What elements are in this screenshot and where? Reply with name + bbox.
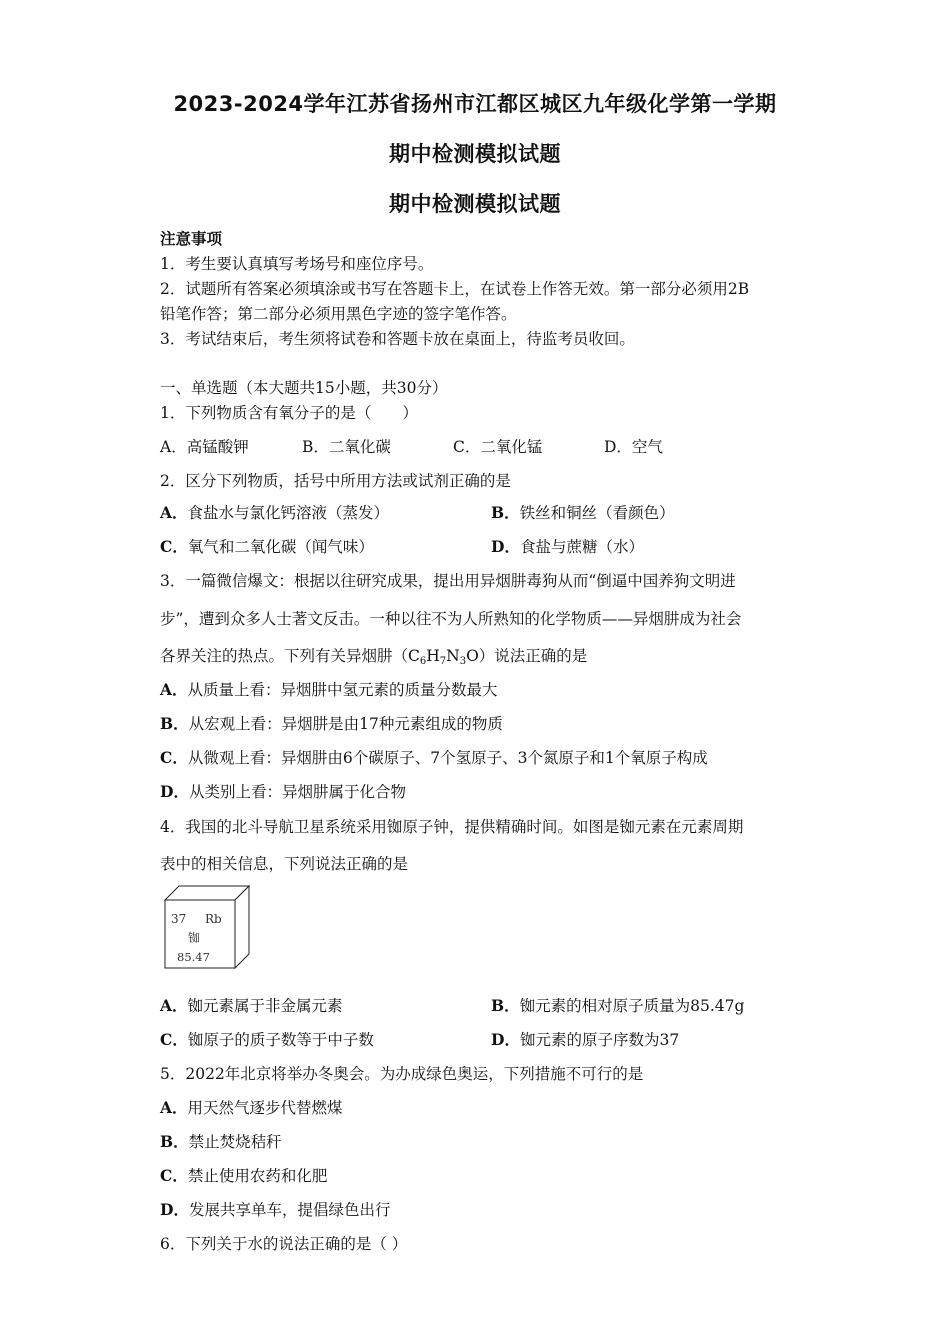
q3-stem-line3 [160,644,800,667]
q3-option-b [160,712,503,734]
exam-title-line3: 期中检测模拟试题 [389,192,561,216]
q3-option-c [160,746,708,768]
element-symbol: Rb [205,912,222,926]
option-text: 从类别上看：异烟肼属于化合物 [188,783,406,801]
option-text: 禁止使用农药和化肥 [187,1167,328,1185]
notice-item-3: 3．考试结束后，考生须将试卷和答题卡放在桌面上，待监考员收回。 [160,330,635,348]
notice-item-2b: 铅笔作答；第二部分必须用黑色字迹的签字笔作答。 [160,305,517,323]
q1-option-a: A．高锰酸钾 [160,438,249,456]
option-text: 铷原子的质子数等于中子数 [187,1031,374,1049]
exam-title-line2: 期中检测模拟试题 [389,142,561,166]
q3-stem-end: O）说法正确的是 [466,647,588,665]
q4-option-d [491,1028,679,1050]
q3-stem-line1: 3．一篇微信爆文：根据以往研究成果，提出用异烟肼毒狗从而“倒逼中国养狗文明进 [160,572,736,590]
q5-option-a [160,1096,343,1118]
element-mass: 85.47 [177,950,210,964]
option-label: A． [160,680,188,699]
exam-title-line1: 2023-2024学年江苏省扬州市江都区城区九年级化学第一学期 [173,92,777,116]
element-number: 37 [171,912,187,926]
q2-option-d [491,535,644,557]
option-text: 铷元素的相对原子质量为85.47g [519,997,745,1015]
option-text: 铁丝和铜丝（看颜色） [519,504,675,522]
option-label: A． [160,1098,188,1117]
option-text: 铷元素属于非金属元素 [187,997,343,1015]
notice-item-1: 1．考生要认真填写考场号和座位序号。 [160,255,434,273]
notice-item-2a: 2．试题所有答案必须填涂或书写在答题卡上，在试卷上作答无效。第一部分必须用2B [160,280,750,298]
q5-option-d [160,1198,390,1220]
q2-stem: 2．区分下列物质，括号中所用方法或试剂正确的是 [160,472,511,490]
q3-option-a [160,678,498,700]
formula-sub-3: 3 [459,656,467,667]
q4-option-b [491,994,744,1016]
option-label: C． [160,1166,188,1185]
option-text: 发展共享单车，提倡绿色出行 [188,1201,391,1219]
section-heading: 一、单选题（本大题共15小题，共30分） [160,379,448,397]
element-name: 铷 [188,931,201,945]
q1-stem: 1．下列物质含有氧分子的是（ ） [160,404,418,422]
formula-sub-6: 6 [419,656,427,667]
option-label: D． [491,1030,520,1049]
option-label: D． [160,782,189,801]
q1-option-c: C．二氧化锰 [453,438,543,456]
q4-option-a [160,994,343,1016]
option-text: 从微观上看：异烟肼由6个碳原子、7个氢原子、3个氮原子和1个氧原子构成 [187,749,708,767]
option-label: D． [160,1200,189,1219]
option-label: B． [160,714,189,733]
q3-stem-text: 各界关注的热点。下列有关异烟肼（C [160,647,420,665]
option-text: 氧气和二氧化碳（闻气味） [187,538,374,556]
q2-option-b [491,501,675,523]
q5-option-c [160,1164,327,1186]
q1-option-d: D．空气 [604,438,663,456]
option-label: C． [160,537,188,556]
q3-stem-line2: 步”，遭到众多人士著文反击。一种以往不为人所熟知的化学物质——异烟肼成为社会 [160,610,742,628]
q4-stem-line2: 表中的相关信息，下列说法正确的是 [160,855,409,873]
q3-option-d [160,780,406,802]
q2-option-c [160,535,374,557]
q5-stem: 5．2022年北京将举办冬奥会。为办成绿色奥运，下列措施不可行的是 [160,1065,644,1083]
q4-stem-line1: 4．我国的北斗导航卫星系统采用铷原子钟，提供精确时间。如图是铷元素在元素周期 [160,818,744,836]
option-text: 从宏观上看：异烟肼是由17种元素组成的物质 [188,715,503,733]
q2-option-a [160,501,389,523]
option-label: D． [491,537,520,556]
option-text: 从质量上看：异烟肼中氢元素的质量分数最大 [187,681,498,699]
option-text: 用天然气逐步代替燃煤 [187,1099,343,1117]
option-text: 铷元素的原子序数为37 [519,1031,680,1049]
formula-n: N [446,647,460,665]
option-text: 禁止焚烧秸秆 [188,1133,282,1151]
rubidium-element-card [163,884,251,970]
option-label: B． [491,503,520,522]
formula-h: H [426,647,440,665]
notice-heading: 注意事项 [160,229,223,248]
formula-sub-7: 7 [439,656,447,667]
option-label: B． [491,996,520,1015]
option-label: A． [160,503,188,522]
q5-option-b [160,1130,282,1152]
q4-option-c [160,1028,374,1050]
option-label: B． [160,1132,189,1151]
element-cube-figure [163,884,251,970]
option-label: C． [160,748,188,767]
q1-option-b: B．二氧化碳 [302,438,391,456]
q6-stem: 6．下列关于水的说法正确的是（ ） [160,1235,408,1253]
option-label: A． [160,996,188,1015]
option-label: C． [160,1030,188,1049]
option-text: 食盐与蔗糖（水） [519,538,644,556]
option-text: 食盐水与氯化钙溶液（蒸发） [187,504,390,522]
